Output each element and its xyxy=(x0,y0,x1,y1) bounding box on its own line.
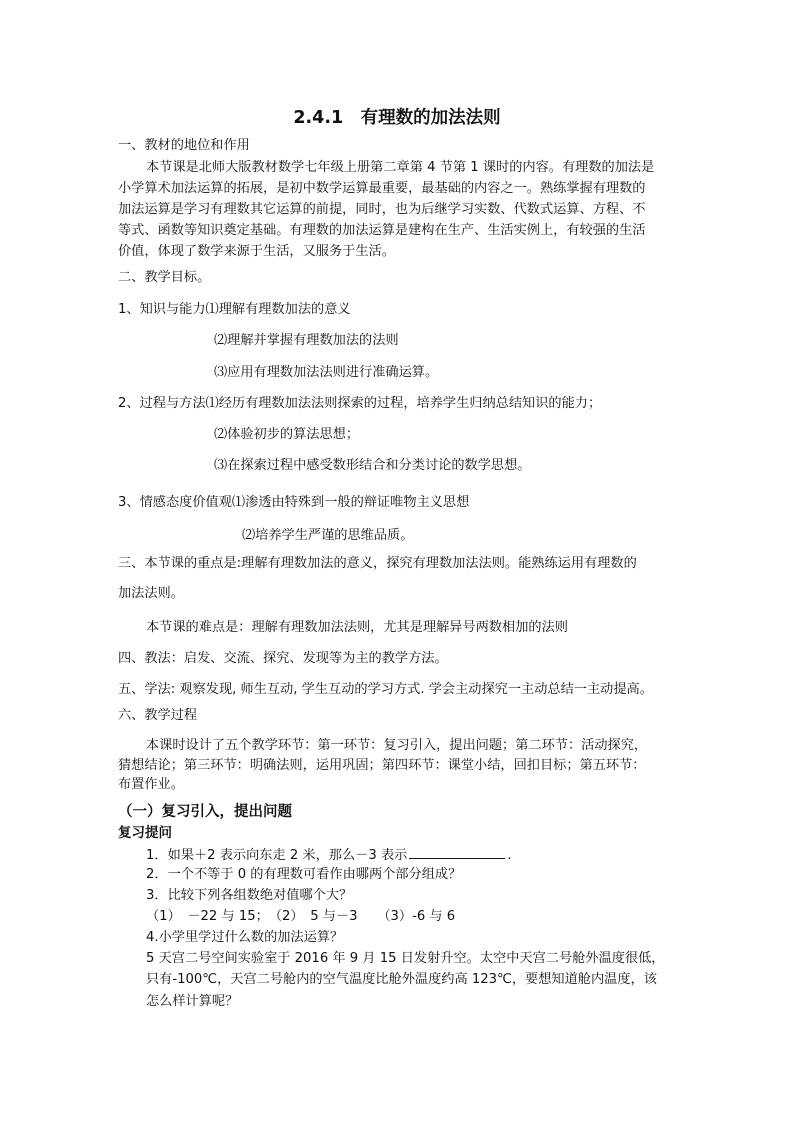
question-5-line: 只有-100℃，天宫二号舱内的空气温度比舱外温度约高 123℃，要想知道舱内温度，该 xyxy=(146,972,657,987)
question-2: 2．一个不等于 0 的有理数可看作由哪两个部分组成？ xyxy=(146,867,462,882)
section-heading-1: 一、教材的地位和作用 xyxy=(118,138,250,153)
goal-knowledge-3: ⑶应用有理数加法法则进行准确运算。 xyxy=(214,365,439,380)
goal-process: 2、过程与方法⑴经历有理数加法法则探索的过程，培养学生归纳总结知识的能力； xyxy=(118,396,602,411)
key-points-line: 加法法则。 xyxy=(118,586,184,601)
goal-attitude-2: ⑵培养学生严谨的思维品质。 xyxy=(242,528,414,543)
paragraph-line: 本课时设计了五个教学环节：第一环节：复习引入，提出问题；第二环节：活动探究， xyxy=(146,738,648,753)
question-1-end: . xyxy=(507,848,512,863)
page-title: 2.4.1 有理数的加法法则 xyxy=(293,108,501,128)
paragraph-line: 等式、函数等知识奠定基础。有理数的加法运算是建构在生产、生活实例上，有较强的生活 xyxy=(118,223,646,238)
question-5-line: 5 天宫二号空间实验室于 2016 年 9 月 15 日发射升空。太空中天宫二号舱外温度很低， xyxy=(146,951,665,966)
paragraph-line: 价值，体现了数学来源于生活，又服务于生活。 xyxy=(118,244,395,259)
paragraph-line: 布置作业。 xyxy=(118,777,184,792)
question-5-line: 怎么样计算呢？ xyxy=(146,994,239,1009)
paragraph-line: 猜想结论；第三环节：明确法则，运用巩固；第四环节：课堂小结，回扣目标；第五环节： xyxy=(118,758,646,773)
sub-heading: 复习提问 xyxy=(118,825,172,841)
paragraph-line: 本节课是北师大版教材数学七年级上册第二章第 4 节第 1 课时的内容。有理数的加法是 xyxy=(146,160,655,175)
learning-method: 五、学法: 观察发现, 师生互动, 学生互动的学习方式. 学会主动探究一主动总结一主动提高。 xyxy=(118,682,653,697)
goal-attitude: 3、情感态度价值观⑴渗透由特殊到一般的辩证唯物主义思想 xyxy=(118,495,470,510)
question-1-text: 1．如果＋2 表示向东走 2 米，那么－3 表示 xyxy=(146,848,408,863)
key-points-line: 三、本节课的重点是:理解有理数加法的意义，探究有理数加法法则。能熟练运用有理数的 xyxy=(118,556,637,571)
question-1 xyxy=(146,845,512,865)
question-4: 4.小学里学过什么数的加法运算？ xyxy=(146,930,344,945)
section-heading-6: 六、教学过程 xyxy=(118,708,198,723)
teaching-method: 四、教法：启发、交流、探究、发现等为主的教学方法。 xyxy=(118,651,448,666)
part-heading: （一）复习引入，提出问题 xyxy=(118,804,292,820)
section-heading-2: 二、教学目标。 xyxy=(118,270,211,285)
paragraph-line: 加法运算是学习有理数其它运算的前提，同时，也为后继学习实数、代数式运算、方程、不 xyxy=(118,202,646,217)
goal-process-3: ⑶在探索过程中感受数形结合和分类讨论的数学思想。 xyxy=(214,458,531,473)
goal-knowledge-2: ⑵理解并掌握有理数加法的法则 xyxy=(214,333,399,348)
goal-knowledge: 1、知识与能力⑴理解有理数加法的意义 xyxy=(118,302,351,317)
paragraph-line: 小学算术加法运算的拓展，是初中数学运算最重要，最基础的内容之一。熟练掌握有理数的 xyxy=(118,181,646,196)
difficulty-line: 本节课的难点是：理解有理数加法法则，尤其是理解异号两数相加的法则 xyxy=(146,620,568,635)
answer-blank xyxy=(409,845,505,859)
goal-process-2: ⑵体验初步的算法思想； xyxy=(214,427,360,442)
question-3: 3．比较下列各组数绝对值哪个大？ xyxy=(146,888,353,903)
question-3-items: （1） －22 与 15； （2） 5 与－3 （3）-6 与 6 xyxy=(146,909,456,924)
